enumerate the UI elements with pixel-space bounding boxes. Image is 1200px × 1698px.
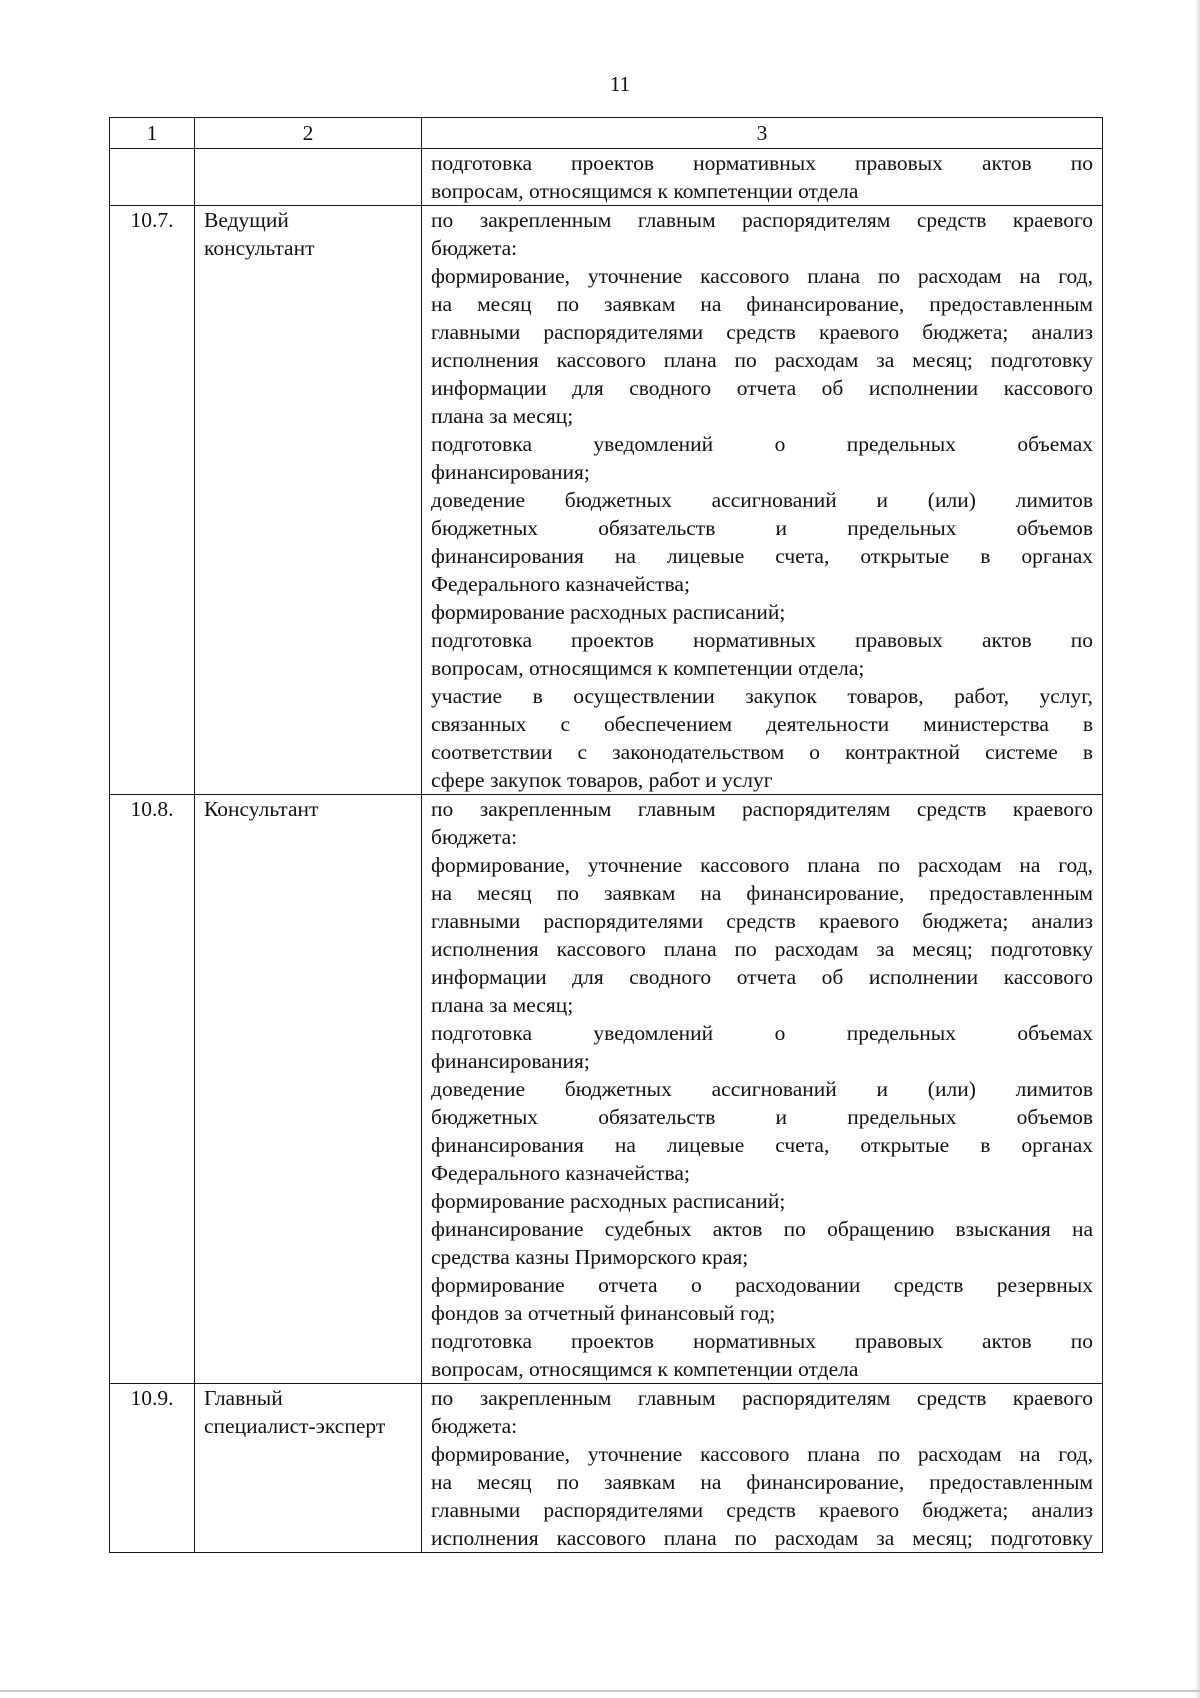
column-header-number: 1 (110, 118, 195, 149)
duty-text-line: бюджета: (431, 236, 518, 260)
duty-text-line: подготовка проектов нормативных правовых актов по (431, 151, 1093, 175)
duty-text-line: по закрепленным главным распорядителям средств краевого (431, 797, 1093, 821)
duty-text-line: Федерального казначейства; (431, 572, 690, 596)
duty-text-line: бюджетных обязательств и предельных объемов (431, 516, 1093, 540)
duty-text-line: формирование, уточнение кассового плана по расходам на год, (431, 1442, 1093, 1466)
header-row (110, 118, 1103, 149)
duty-text-line: информации для сводного отчета об исполнении кассового (431, 965, 1093, 989)
duty-text-line: на месяц по заявкам на финансирование, предоставленным (431, 1470, 1093, 1494)
duty-text-line: информации для сводного отчета об исполнении кассового (431, 376, 1093, 400)
scan-bottom-rule (0, 1690, 1200, 1692)
duty-text-line: формирование, уточнение кассового плана по расходам на год, (431, 264, 1093, 288)
table-row (110, 1384, 1103, 1553)
duty-text-line: главными распорядителями средств краевого бюджета; анализ (431, 909, 1093, 933)
duty-text-line: исполнения кассового плана по расходам за месяц; подготовку (431, 937, 1093, 961)
duty-text-line: по закрепленным главным распорядителям средств краевого (431, 208, 1093, 232)
duty-text-line: доведение бюджетных ассигнований и (или) лимитов (431, 488, 1093, 512)
duty-text-line: формирование расходных расписаний; (431, 1189, 786, 1213)
duty-text-line: финансирования на лицевые счета, открытые в органах (431, 544, 1093, 568)
duty-text-line: связанных с обеспечением деятельности министерства в (431, 712, 1093, 736)
duty-text-line: на месяц по заявкам на финансирование, предоставленным (431, 881, 1093, 905)
duty-text-line: участие в осуществлении закупок товаров, работ, услуг, (431, 684, 1093, 708)
duty-text-line: Федерального казначейства; (431, 1161, 690, 1185)
position-cell (195, 795, 422, 1384)
table-row (110, 149, 1103, 206)
duty-text-line: фондов за отчетный финансовый год; (431, 1301, 776, 1325)
duty-text-line: финансирования; (431, 460, 590, 484)
table-row (110, 795, 1103, 1384)
position-title-line: Главный (204, 1386, 283, 1410)
position-title-line: Ведущий (204, 208, 289, 232)
duties-cell (422, 149, 1103, 206)
duty-text-line: сфере закупок товаров, работ и услуг (431, 768, 773, 792)
duty-text-line: плана за месяц; (431, 404, 574, 428)
position-title-line: консультант (204, 236, 315, 260)
duty-text-line: исполнения кассового плана по расходам за месяц; подготовку (431, 1526, 1093, 1550)
row-number: 10.9. (110, 1384, 195, 1553)
row-number: 10.7. (110, 206, 195, 795)
duty-text-line: соответствии с законодательством о контрактной системе в (431, 740, 1093, 764)
duties-cell (422, 206, 1103, 795)
duty-text-line: финансирования; (431, 1049, 590, 1073)
page-number: 11 (609, 72, 631, 96)
duties-table (109, 117, 1103, 1553)
duty-text-line: главными распорядителями средств краевого бюджета; анализ (431, 1498, 1093, 1522)
row-number: 10.8. (110, 795, 195, 1384)
duty-text-line: формирование расходных расписаний; (431, 600, 786, 624)
duty-text-line: подготовка уведомлений о предельных объемах (431, 1021, 1093, 1045)
duty-text-line: формирование отчета о расходовании средств резервных (431, 1273, 1093, 1297)
table-body (110, 149, 1103, 1553)
duty-text-line: подготовка проектов нормативных правовых актов по (431, 1329, 1093, 1353)
row-number (110, 149, 195, 206)
table-row (110, 206, 1103, 795)
duties-cell (422, 795, 1103, 1384)
duty-text-line: вопросам, относящимся к компетенции отдела; (431, 656, 865, 680)
duty-text-line: подготовка проектов нормативных правовых актов по (431, 628, 1093, 652)
duty-text-line: по закрепленным главным распорядителям средств краевого (431, 1386, 1093, 1410)
duty-text-line: плана за месяц; (431, 993, 574, 1017)
duty-text-line: подготовка уведомлений о предельных объемах (431, 432, 1093, 456)
position-title-line: Консультант (204, 797, 319, 821)
duties-cell (422, 1384, 1103, 1553)
duty-text-line: исполнения кассового плана по расходам за месяц; подготовку (431, 348, 1093, 372)
duty-text-line: бюджета: (431, 1414, 518, 1438)
duty-text-line: на месяц по заявкам на финансирование, предоставленным (431, 292, 1093, 316)
duty-text-line: бюджета: (431, 825, 518, 849)
column-header-duties: 3 (422, 118, 1103, 149)
column-header-position: 2 (195, 118, 422, 149)
duty-text-line: финансирование судебных актов по обращению взыскания на (431, 1217, 1093, 1241)
duty-text-line: финансирования на лицевые счета, открытые в органах (431, 1133, 1093, 1157)
scan-edge (1196, 0, 1200, 1698)
position-cell (195, 149, 422, 206)
position-cell (195, 1384, 422, 1553)
duty-text-line: доведение бюджетных ассигнований и (или) лимитов (431, 1077, 1093, 1101)
duty-text-line: вопросам, относящимся к компетенции отдела (431, 1357, 859, 1381)
duty-text-line: формирование, уточнение кассового плана по расходам на год, (431, 853, 1093, 877)
duty-text-line: вопросам, относящимся к компетенции отдела (431, 179, 859, 203)
position-title-line: специалист-эксперт (204, 1414, 386, 1438)
duty-text-line: средства казны Приморского края; (431, 1245, 749, 1269)
duty-text-line: бюджетных обязательств и предельных объемов (431, 1105, 1093, 1129)
position-cell (195, 206, 422, 795)
table-header (110, 118, 1103, 149)
duty-text-line: главными распорядителями средств краевого бюджета; анализ (431, 320, 1093, 344)
